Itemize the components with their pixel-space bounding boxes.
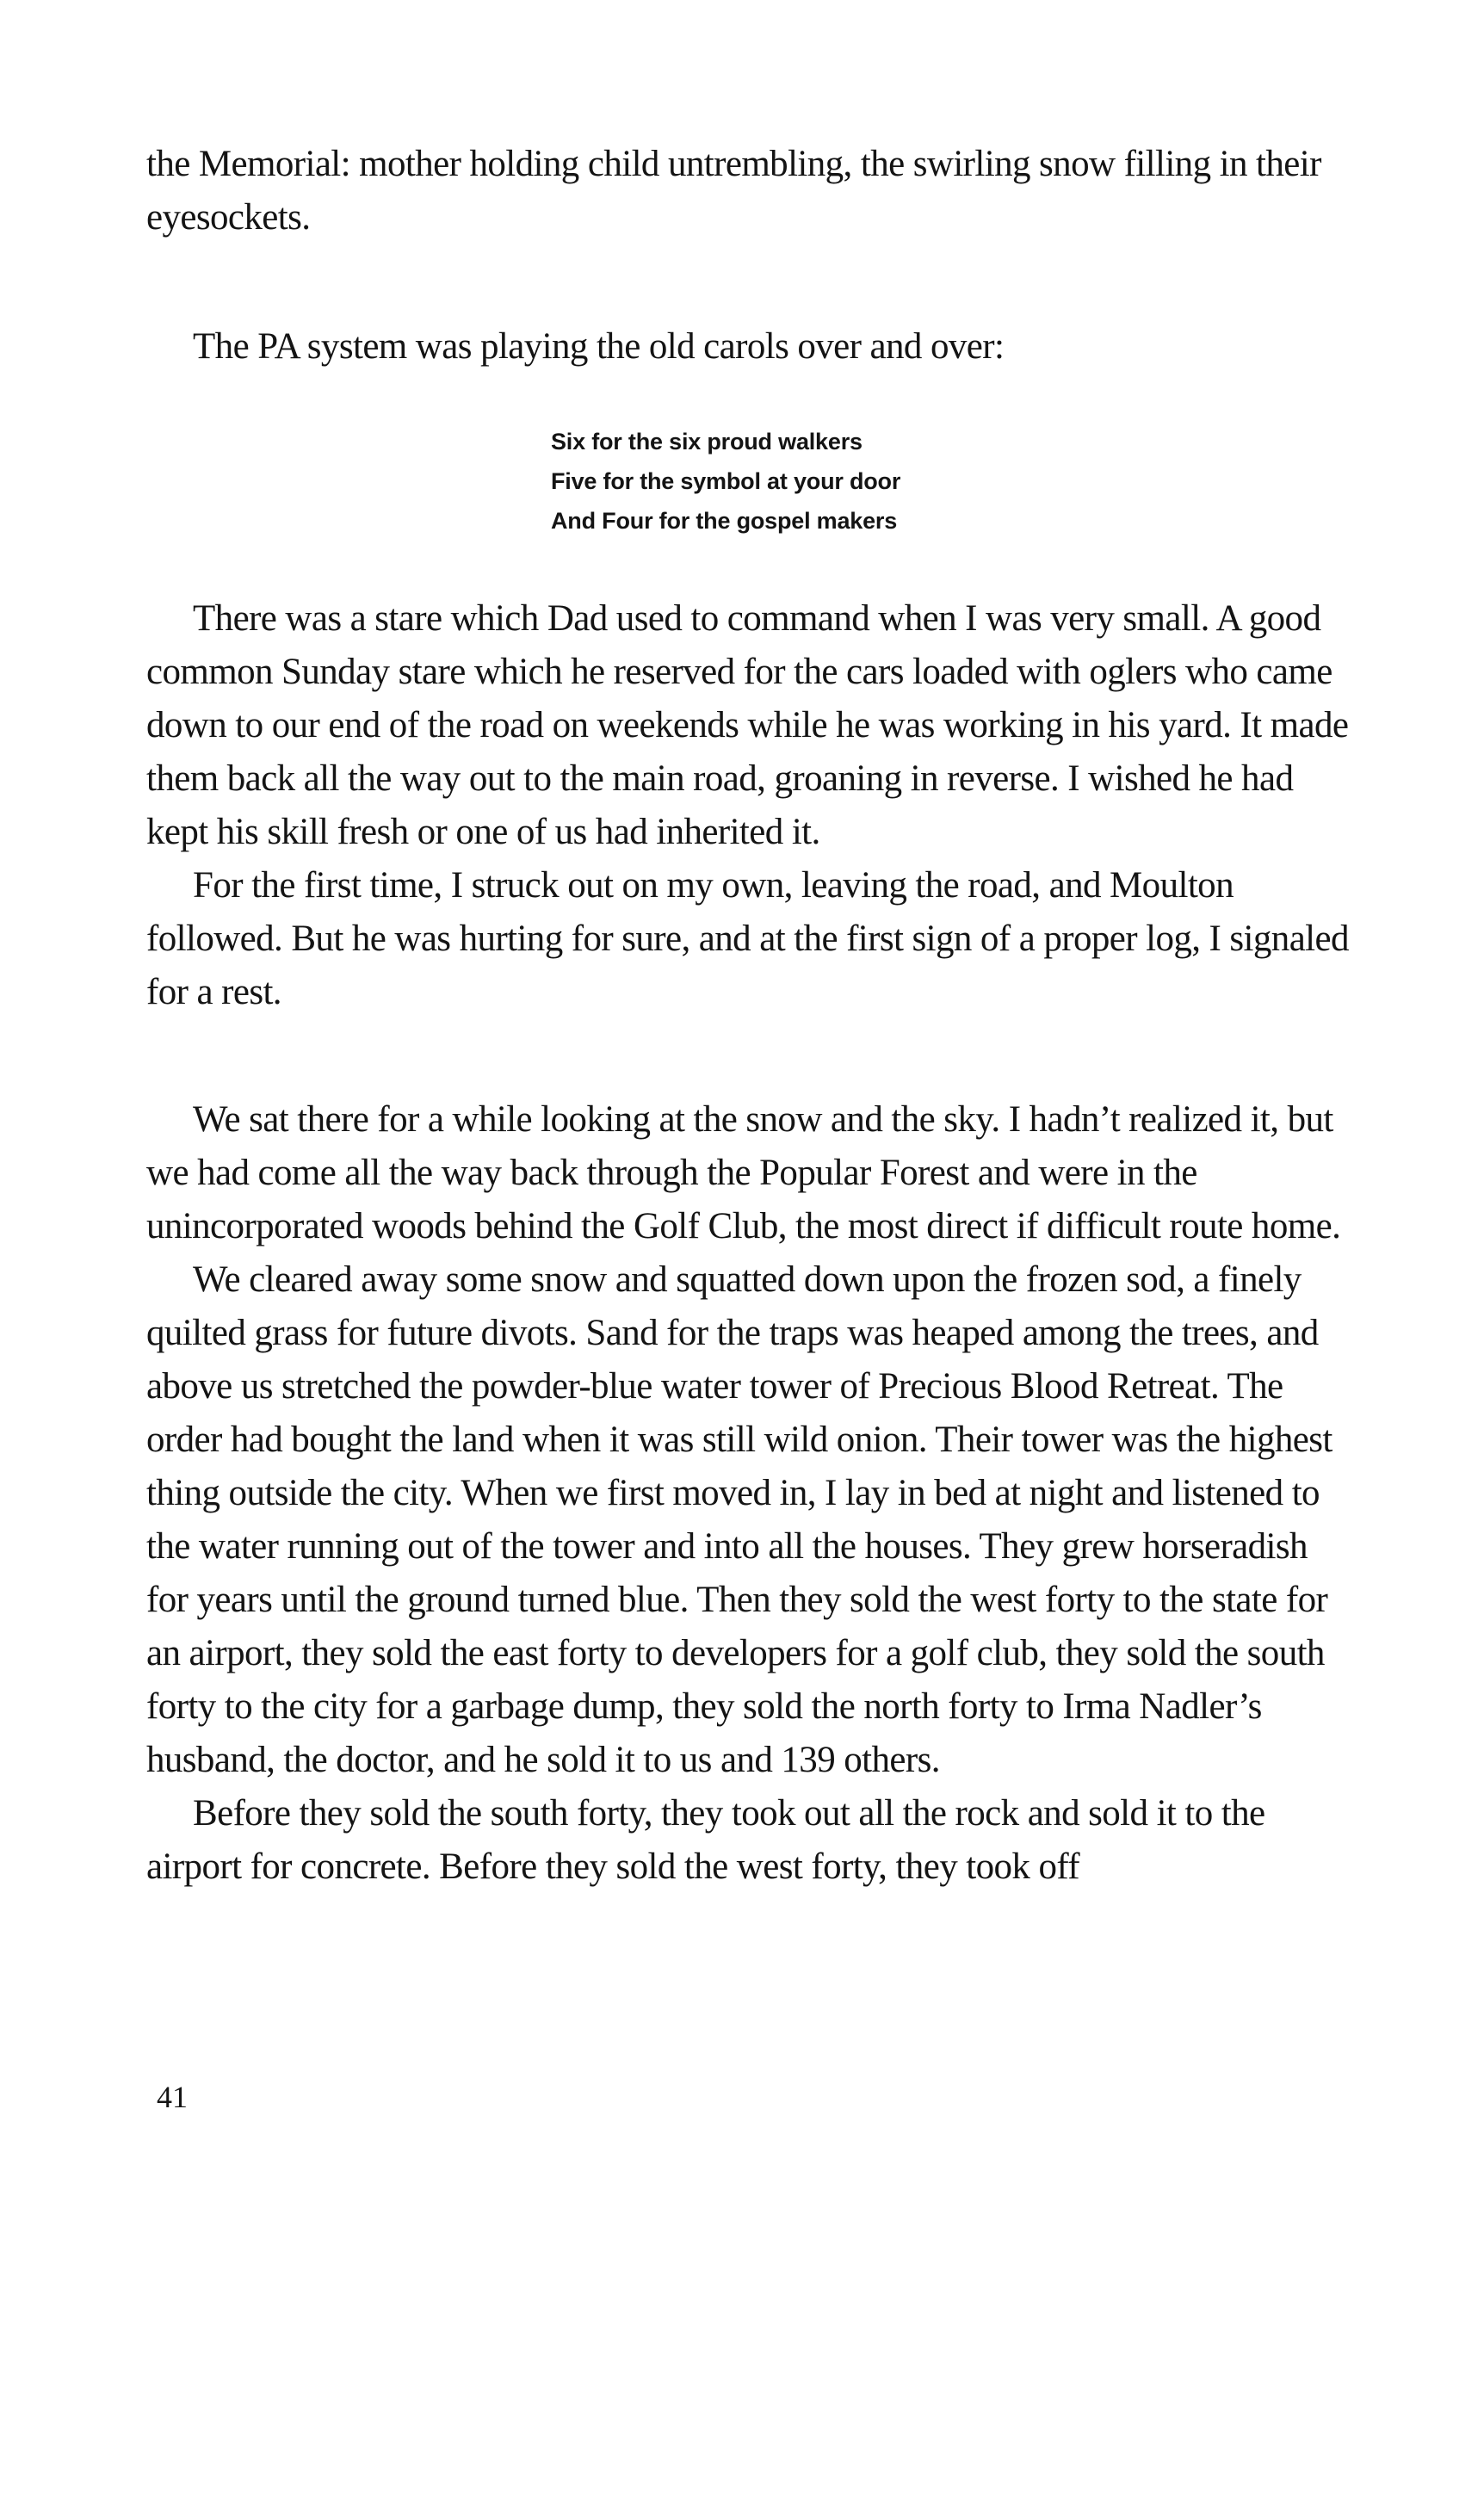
paragraph-7: Before they sold the south forty, they took out all the rock and sold it to the airport for concrete. Before they sold the west forty, they took off — [146, 1793, 1265, 1887]
page-number: 41 — [157, 2080, 188, 2114]
verse-block — [551, 422, 1351, 541]
paragraph-5: We sat there for a while looking at the snow and the sky. I hadn’t realized it, but we had come all the way back through the Popular Forest and were in the unincorporated woods behind the Golf Club, the most direct if difficult route home. — [146, 1099, 1341, 1246]
paragraph-1: the Memorial: mother holding child untrembling, the swirling snow filling in their eyesockets. — [146, 144, 1321, 238]
verse-line: Six for the six proud walkers — [551, 429, 863, 455]
paragraph-4: For the first time, I struck out on my own, leaving the road, and Moulton followed. But he was hurting for sure, and at the first sign of a proper log, I signaled for a rest. — [146, 865, 1349, 1012]
paragraph-3: There was a stare which Dad used to command when I was very small. A good common Sunday stare which he reserved for the cars loaded with oglers who came down to our end of the road on weekends while he was working in his yard. It made them back all the way out to the main road, groaning in reverse. I wished he had kept his skill fresh or one of us had inherited it. — [146, 598, 1349, 852]
page-body — [146, 138, 1351, 1894]
paragraph-6: We cleared away some snow and squatted down upon the frozen sod, a finely quilted grass for future divots. Sand for the traps was heaped among the trees, and above us stretched the powder-blue water tower of Precious Blood Retreat. The order had bought the land when it was still wild onion. Their tower was the highest thing outside the city. When we first moved in, I lay in bed at night and listened to the water running out of the tower and into all the houses. They grew horseradish for years until the ground turned blue. Then they sold the west forty to the state for an airport, they sold the east forty to developers for a golf club, they sold the south forty to the city for a garbage dump, they sold the north forty to Irma Nadler’s husband, the doctor, and he sold it to us and 139 others. — [146, 1259, 1333, 1780]
verse-line: Five for the symbol at your door — [551, 468, 901, 494]
paragraph-2: The PA system was playing the old carols over and over: — [193, 326, 1005, 367]
verse-line: And Four for the gospel makers — [551, 508, 898, 534]
